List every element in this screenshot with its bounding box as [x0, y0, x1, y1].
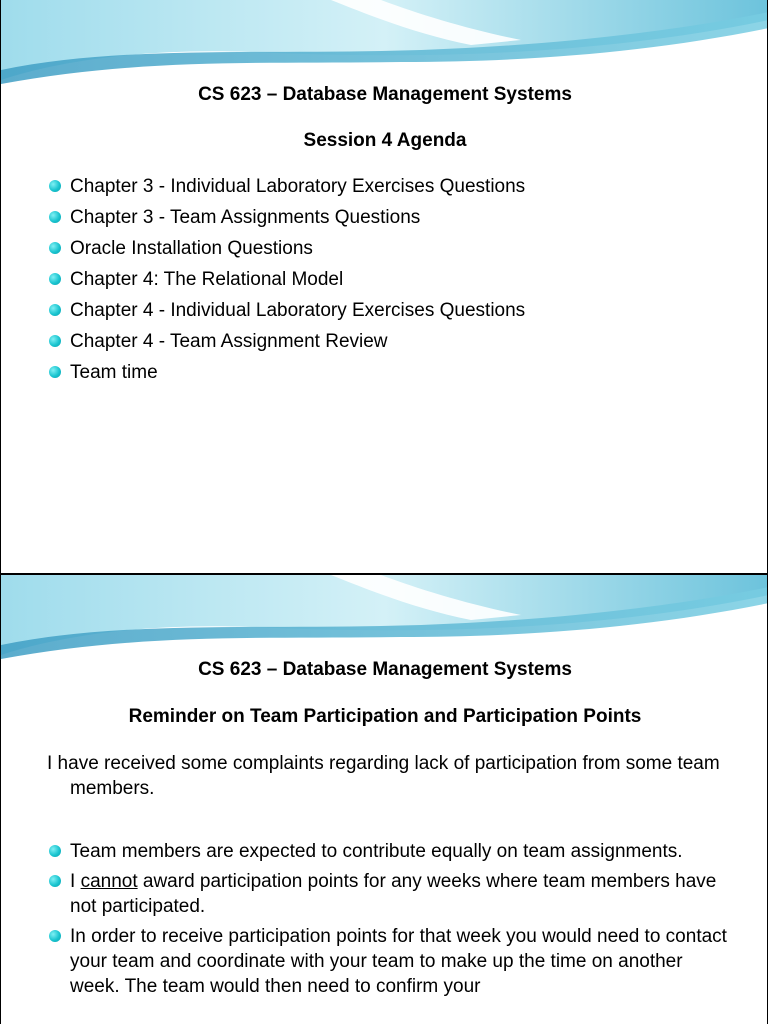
reminder-list	[47, 839, 737, 1004]
course-title: CS 623 – Database Management Systems	[198, 659, 572, 680]
list-item: Chapter 4 - Team Assignment Review	[47, 329, 737, 354]
list-item: I cannot award participation points for any weeks where team members have not participated.	[47, 869, 737, 919]
list-item: Chapter 3 - Individual Laboratory Exercises Questions	[47, 174, 737, 199]
bullet-dot-icon	[49, 366, 61, 378]
list-item: Team members are expected to contribute equally on team assignments.	[47, 839, 737, 864]
course-title: CS 623 – Database Management Systems	[198, 84, 572, 105]
bullet-dot-icon	[49, 180, 61, 192]
bullet-dot-icon	[49, 335, 61, 347]
slide-1-banner	[1, 0, 768, 90]
bullet-dot-icon	[49, 845, 61, 857]
bullet-dot-icon	[49, 273, 61, 285]
list-item: Chapter 4: The Relational Model	[47, 267, 737, 292]
list-item: In order to receive participation points for that week you would need to contact your team and coordinate with your team to make up the time on another week. The team would then need to confirm your	[47, 924, 737, 999]
agenda-list	[47, 174, 737, 391]
list-item: Oracle Installation Questions	[47, 236, 737, 261]
list-item: Chapter 3 - Team Assignments Questions	[47, 205, 737, 230]
slide-subtitle: Session 4 Agenda	[303, 130, 467, 151]
emphasis-text: cannot	[80, 871, 138, 892]
list-item: Chapter 4 - Individual Laboratory Exercises Questions	[47, 298, 737, 323]
slide-2-banner	[1, 575, 768, 665]
bullet-dot-icon	[49, 875, 61, 887]
bullet-dot-icon	[49, 242, 61, 254]
slide-subtitle: Reminder on Team Participation and Participation Points	[128, 706, 642, 727]
bullet-dot-icon	[49, 211, 61, 223]
list-item: Team time	[47, 360, 737, 385]
bullet-dot-icon	[49, 304, 61, 316]
bullet-dot-icon	[49, 930, 61, 942]
intro-paragraph: I have received some complaints regarding lack of participation from some team members.	[47, 753, 720, 799]
slide-2	[0, 575, 768, 1024]
